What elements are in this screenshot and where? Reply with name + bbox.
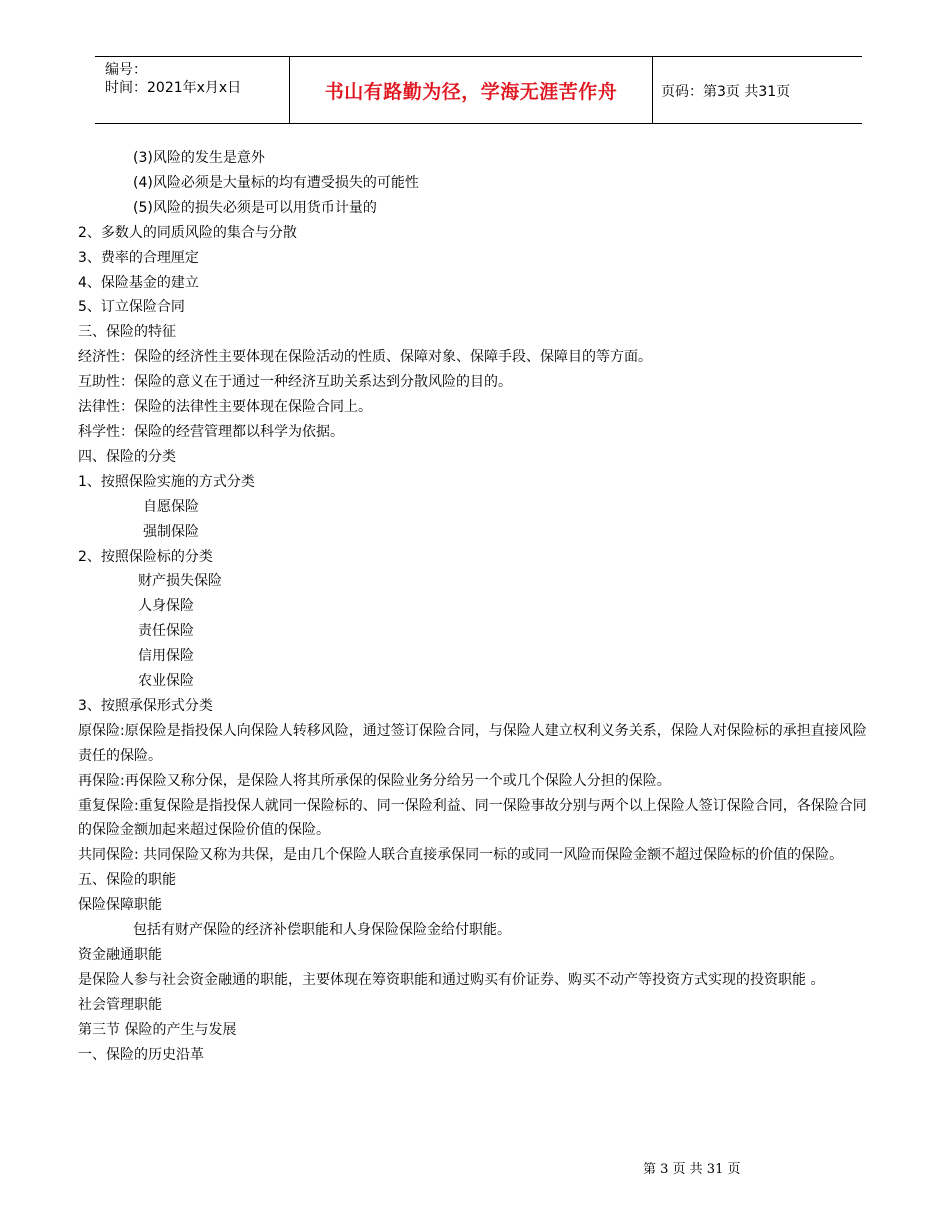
date-label: 时间：2021年x月x日	[105, 80, 242, 96]
section-heading: 五、保险的职能	[78, 872, 176, 889]
list-item: 信用保险	[138, 648, 194, 665]
text-line: 科学性：保险的经营管理都以科学为依据。	[78, 423, 344, 440]
document-header	[95, 56, 862, 124]
text-line: (5)风险的损失必须是可以用货币计量的	[133, 199, 377, 216]
list-item: 自愿保险	[143, 498, 199, 515]
text-line: 4、保险基金的建立	[78, 274, 199, 291]
list-item: 人身保险	[138, 598, 194, 615]
text-line: (3)风险的发生是意外	[133, 150, 265, 166]
text-line: 2、多数人的同质风险的集合与分散	[78, 224, 297, 241]
text-line: 3、按照承保形式分类	[78, 697, 213, 714]
paragraph: 是保险人参与社会资金融通的职能，主要体现在筹资职能和通过购买有价证券、购买不动产等投资方式实现的投资职能 。	[78, 971, 825, 988]
header-meta	[105, 61, 241, 97]
text-line: 5、订立保险合同	[78, 299, 185, 316]
section-heading: 四、保险的分类	[78, 448, 176, 465]
text-line: 经济性：保险的经济性主要体现在保险活动的性质、保障对象、保障手段、保障目的等方面。	[78, 349, 652, 366]
list-item: 财产损失保险	[138, 573, 222, 590]
text-line: 社会管理职能	[78, 996, 162, 1013]
text-line: 保险保障职能	[78, 897, 162, 914]
section-heading: 三、保险的特征	[78, 324, 176, 341]
text-line: 1、按照保险实施的方式分类	[78, 473, 255, 490]
list-item: 责任保险	[138, 623, 194, 640]
header-motto: 书山有路勤为径，学海无涯苦作舟	[324, 80, 618, 103]
list-item: 农业保险	[138, 673, 194, 690]
text-line: 2、按照保险标的分类	[78, 548, 213, 565]
section-heading: 第三节 保险的产生与发展	[78, 1021, 237, 1038]
section-heading: 一、保险的历史沿革	[78, 1046, 204, 1063]
paragraph: 重复保险:重复保险是指投保人就同一保险标的、同一保险利益、同一保险事故分别与两个以上保险人签订保险合同，各保险合同的保险金额加起来超过保险价值的保险。	[78, 797, 867, 839]
text-line: 法律性：保险的法律性主要体现在保险合同上。	[78, 399, 372, 416]
header-divider	[652, 57, 653, 123]
page-footer: 第 3 页 共 31 页	[643, 1162, 741, 1177]
paragraph: 共同保险: 共同保险又称为共保，是由几个保险人联合直接承保同一标的或同一风险而保险金额不超过保险标的价值的保险。	[78, 847, 844, 864]
text-line: 互助性：保险的意义在于通过一种经济互助关系达到分散风险的目的。	[78, 374, 512, 391]
text-line: 包括有财产保险的经济补偿职能和人身保险保险金给付职能。	[133, 922, 511, 939]
text-line: 资金融通职能	[78, 947, 162, 963]
document-body	[78, 146, 878, 1068]
text-line: (4)风险必须是大量标的均有遭受损失的可能性	[133, 174, 419, 191]
text-line: 3、费率的合理厘定	[78, 249, 199, 266]
header-page-label: 页码：第3页 共31页	[661, 84, 791, 100]
text-line: 再保险:再保险又称分保，是保险人将其所承保的保险业务分给另一个或几个保险人分担的保险。	[78, 772, 671, 789]
paragraph: 原保险:原保险是指投保人向保险人转移风险，通过签订保险合同，与保险人建立权利义务关系，保险人对保险标的承担直接风险责任的保险。	[78, 722, 867, 764]
list-item: 强制保险	[143, 523, 199, 540]
serial-label: 编号：	[105, 62, 147, 78]
